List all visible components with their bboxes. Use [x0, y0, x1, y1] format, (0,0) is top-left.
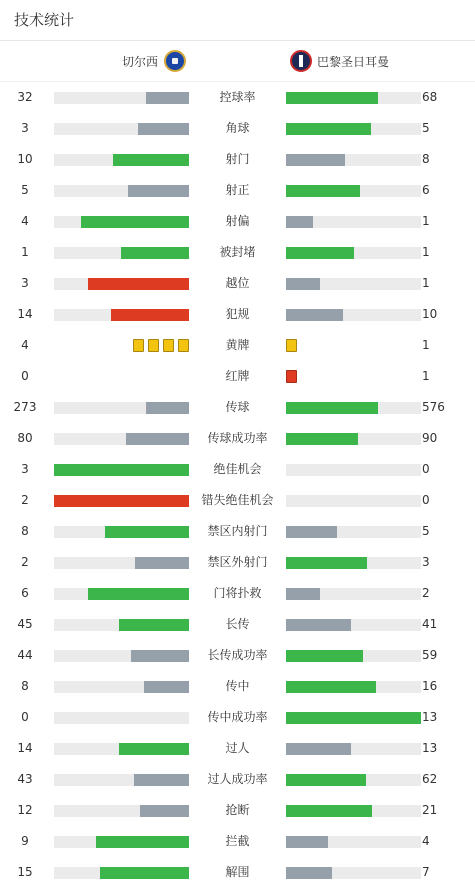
- away-value: 1: [422, 245, 430, 259]
- home-bar-fill: [135, 557, 189, 569]
- home-bar-fill: [100, 867, 189, 879]
- stat-row: [0, 454, 475, 485]
- home-value: 15: [17, 865, 33, 879]
- stat-label: 传球: [225, 400, 250, 414]
- home-value: 9: [21, 834, 29, 848]
- away-value: 68: [422, 90, 438, 104]
- stat-label: 射正: [225, 183, 250, 197]
- away-bar-track: [286, 588, 421, 600]
- home-value: 0: [21, 369, 29, 383]
- stat-label: 拦截: [225, 834, 250, 848]
- home-bar-fill: [131, 650, 189, 662]
- home-value: 0: [21, 710, 29, 724]
- home-value: 8: [21, 524, 29, 538]
- stat-row: [0, 113, 475, 144]
- away-bar-track: [286, 433, 421, 445]
- away-bar-track: [286, 495, 421, 507]
- away-bar-fill: [286, 836, 328, 848]
- home-bar-fill: [134, 774, 189, 786]
- away-bar-fill: [286, 650, 363, 662]
- stat-row: [0, 547, 475, 578]
- stat-label: 黄牌: [225, 338, 250, 352]
- home-value: 80: [17, 431, 33, 445]
- away-bar-fill: [286, 154, 345, 166]
- home-bar-track: [54, 278, 189, 290]
- home-value: 10: [17, 152, 33, 166]
- home-bar-fill: [88, 278, 189, 290]
- away-bar-fill: [286, 588, 320, 600]
- away-bar-fill: [286, 216, 313, 228]
- home-value: 6: [21, 586, 29, 600]
- home-bar-track: [54, 650, 189, 662]
- stat-label: 长传成功率: [207, 648, 268, 662]
- stat-row: [0, 857, 475, 888]
- away-bar-fill: [286, 278, 320, 290]
- away-bar-track: [286, 805, 421, 817]
- away-team-name: 巴黎圣日耳曼: [317, 54, 390, 69]
- away-bar-fill: [286, 185, 360, 197]
- stat-label: 门将扑救: [213, 586, 262, 600]
- home-bar-track: [54, 495, 189, 507]
- page-title: 技术统计: [0, 0, 475, 41]
- away-value: 0: [422, 493, 430, 507]
- home-bar-track: [54, 805, 189, 817]
- teams-header: [0, 41, 475, 82]
- away-bar-fill: [286, 619, 351, 631]
- away-value: 6: [422, 183, 430, 197]
- red-card-icon: [286, 370, 297, 383]
- away-bar-fill: [286, 402, 378, 414]
- home-bar-fill: [144, 681, 189, 693]
- stat-row: [0, 206, 475, 237]
- away-value: 41: [422, 617, 438, 631]
- psg-crest-icon: [290, 50, 312, 72]
- stat-label: 射偏: [225, 214, 250, 228]
- home-value: 14: [17, 741, 33, 755]
- home-value: 5: [21, 183, 29, 197]
- home-bar-fill: [119, 743, 189, 755]
- stats-list: [0, 82, 475, 888]
- away-value: 90: [422, 431, 438, 445]
- away-bar-fill: [286, 743, 351, 755]
- home-bar-track: [54, 247, 189, 259]
- away-bar-track: [286, 743, 421, 755]
- stat-label: 解围: [225, 865, 250, 879]
- yellow-card-icon: [163, 339, 174, 352]
- home-bar-track: [54, 557, 189, 569]
- home-bar-track: [54, 433, 189, 445]
- away-bar-fill: [286, 681, 376, 693]
- away-bar-fill: [286, 247, 354, 259]
- home-bar-fill: [140, 805, 189, 817]
- home-value: 4: [21, 338, 29, 352]
- home-bar-track: [54, 867, 189, 879]
- home-value: 2: [21, 493, 29, 507]
- yellow-card-icon: [148, 339, 159, 352]
- home-team[interactable]: [122, 41, 186, 81]
- home-bar-track: [54, 216, 189, 228]
- away-bar-track: [286, 402, 421, 414]
- home-bar-fill: [96, 836, 189, 848]
- stat-row: [0, 516, 475, 547]
- stat-label: 射门: [225, 152, 250, 166]
- stat-row: [0, 237, 475, 268]
- home-bar-fill: [146, 402, 189, 414]
- home-bar-track: [54, 185, 189, 197]
- home-bar-fill: [126, 433, 189, 445]
- stat-row: [0, 361, 475, 392]
- home-value: 44: [17, 648, 33, 662]
- stat-label: 红牌: [225, 369, 250, 383]
- away-value: 8: [422, 152, 430, 166]
- away-bar-track: [286, 247, 421, 259]
- away-bar-track: [286, 836, 421, 848]
- home-value: 1: [21, 245, 29, 259]
- stat-row: [0, 702, 475, 733]
- stat-row: [0, 299, 475, 330]
- home-bar-track: [54, 154, 189, 166]
- away-bar-fill: [286, 805, 372, 817]
- away-bar-track: [286, 526, 421, 538]
- stat-row: [0, 640, 475, 671]
- away-value: 1: [422, 338, 430, 352]
- away-cards: [286, 370, 297, 383]
- home-bar-track: [54, 309, 189, 321]
- away-value: 576: [422, 400, 445, 414]
- home-value: 3: [21, 276, 29, 290]
- home-value: 14: [17, 307, 33, 321]
- away-bar-fill: [286, 92, 378, 104]
- home-bar-fill: [119, 619, 189, 631]
- away-bar-track: [286, 619, 421, 631]
- stat-row: [0, 826, 475, 857]
- away-value: 1: [422, 276, 430, 290]
- away-value: 21: [422, 803, 438, 817]
- away-value: 4: [422, 834, 430, 848]
- away-bar-track: [286, 712, 421, 724]
- stat-row: [0, 268, 475, 299]
- stat-row: [0, 485, 475, 516]
- home-value: 4: [21, 214, 29, 228]
- home-bar-track: [54, 681, 189, 693]
- stat-label: 过人: [225, 741, 250, 755]
- home-value: 32: [17, 90, 33, 104]
- away-value: 10: [422, 307, 438, 321]
- home-value: 8: [21, 679, 29, 693]
- home-value: 273: [13, 400, 37, 414]
- away-bar-track: [286, 185, 421, 197]
- stat-label: 传中: [225, 679, 250, 693]
- home-bar-fill: [105, 526, 189, 538]
- away-bar-track: [286, 309, 421, 321]
- home-cards: [133, 339, 189, 352]
- home-bar-fill: [146, 92, 189, 104]
- away-bar-track: [286, 774, 421, 786]
- away-value: 59: [422, 648, 438, 662]
- away-bar-track: [286, 681, 421, 693]
- stat-label: 长传: [225, 617, 250, 631]
- home-bar-fill: [54, 464, 189, 476]
- away-value: 3: [422, 555, 430, 569]
- home-value: 43: [17, 772, 33, 786]
- stat-label: 抢断: [225, 803, 250, 817]
- home-bar-fill: [128, 185, 189, 197]
- stat-label: 绝佳机会: [213, 462, 262, 476]
- home-value: 3: [21, 462, 29, 476]
- away-cards: [286, 339, 297, 352]
- away-bar-track: [286, 216, 421, 228]
- away-bar-fill: [286, 309, 343, 321]
- home-team-name: 切尔西: [122, 54, 159, 69]
- home-bar-track: [54, 712, 189, 724]
- away-team[interactable]: [290, 41, 389, 81]
- home-bar-fill: [81, 216, 189, 228]
- home-bar-track: [54, 464, 189, 476]
- stat-row: [0, 82, 475, 113]
- away-bar-track: [286, 867, 421, 879]
- home-bar-track: [54, 123, 189, 135]
- stat-label: 角球: [225, 121, 250, 135]
- home-bar-track: [54, 619, 189, 631]
- stat-row: [0, 795, 475, 826]
- away-bar-track: [286, 123, 421, 135]
- stat-label: 禁区内射门: [207, 524, 268, 538]
- stat-row: [0, 175, 475, 206]
- away-value: 16: [422, 679, 438, 693]
- stat-row: [0, 733, 475, 764]
- stat-row: [0, 764, 475, 795]
- away-value: 2: [422, 586, 430, 600]
- stat-label: 控球率: [219, 90, 256, 104]
- stat-row: [0, 423, 475, 454]
- home-bar-fill: [88, 588, 189, 600]
- away-bar-track: [286, 650, 421, 662]
- yellow-card-icon: [286, 339, 297, 352]
- home-value: 3: [21, 121, 29, 135]
- home-bar-fill: [54, 495, 189, 507]
- stat-row: [0, 392, 475, 423]
- stat-label: 犯规: [225, 307, 250, 321]
- home-bar-track: [54, 836, 189, 848]
- away-value: 13: [422, 741, 438, 755]
- away-value: 1: [422, 369, 430, 383]
- home-bar-track: [54, 92, 189, 104]
- stat-row: [0, 609, 475, 640]
- away-value: 13: [422, 710, 438, 724]
- away-bar-fill: [286, 712, 421, 724]
- home-bar-track: [54, 402, 189, 414]
- away-value: 5: [422, 121, 430, 135]
- away-bar-fill: [286, 774, 366, 786]
- home-bar-fill: [121, 247, 189, 259]
- home-value: 45: [17, 617, 33, 631]
- yellow-card-icon: [178, 339, 189, 352]
- away-bar-fill: [286, 526, 337, 538]
- away-bar-track: [286, 154, 421, 166]
- away-value: 5: [422, 524, 430, 538]
- home-bar-track: [54, 588, 189, 600]
- stat-row: [0, 671, 475, 702]
- stat-label: 被封堵: [219, 245, 256, 259]
- away-bar-track: [286, 92, 421, 104]
- away-value: 7: [422, 865, 430, 879]
- home-bar-fill: [138, 123, 189, 135]
- stat-row: [0, 578, 475, 609]
- home-bar-fill: [111, 309, 189, 321]
- away-bar-fill: [286, 557, 367, 569]
- stat-label: 越位: [225, 276, 250, 290]
- stat-label: 传中成功率: [207, 710, 268, 724]
- home-bar-track: [54, 743, 189, 755]
- away-value: 62: [422, 772, 438, 786]
- away-bar-fill: [286, 433, 358, 445]
- stat-label: 过人成功率: [207, 772, 268, 786]
- stat-row: [0, 144, 475, 175]
- stat-label: 传球成功率: [207, 431, 268, 445]
- away-bar-track: [286, 464, 421, 476]
- home-bar-fill: [113, 154, 189, 166]
- stat-row: [0, 330, 475, 361]
- home-value: 2: [21, 555, 29, 569]
- away-bar-fill: [286, 867, 332, 879]
- stat-label: 错失绝佳机会: [201, 493, 274, 507]
- stat-label: 禁区外射门: [207, 555, 268, 569]
- home-value: 12: [17, 803, 33, 817]
- chelsea-crest-icon: [164, 50, 186, 72]
- home-bar-track: [54, 774, 189, 786]
- away-bar-fill: [286, 123, 371, 135]
- home-bar-track: [54, 526, 189, 538]
- away-bar-track: [286, 278, 421, 290]
- away-value: 1: [422, 214, 430, 228]
- away-value: 0: [422, 462, 430, 476]
- yellow-card-icon: [133, 339, 144, 352]
- away-bar-track: [286, 557, 421, 569]
